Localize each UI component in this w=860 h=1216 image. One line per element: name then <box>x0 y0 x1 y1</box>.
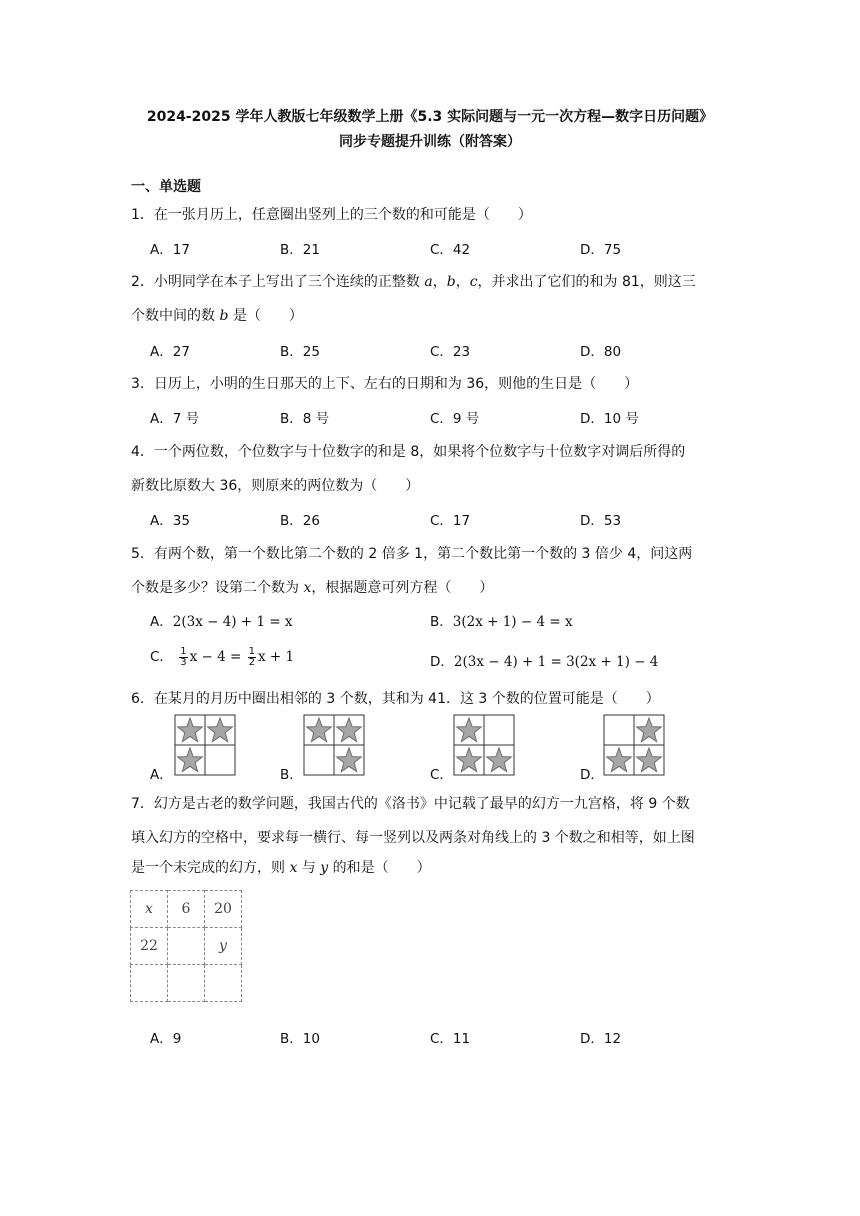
q6-option-b-star-grid <box>303 714 365 776</box>
q1-stem: 1．在一张月历上，任意圈出竖列上的三个数的和可能是（ ） <box>131 207 532 223</box>
q2-option-a: A．27 <box>150 344 190 360</box>
q5-option-b-label: B． <box>430 614 453 630</box>
star-grid-svg <box>174 714 236 776</box>
q4-option-d: D．53 <box>580 513 622 529</box>
magic-square-cell: y <box>205 928 242 965</box>
q2-line2-end: 是（ ） <box>228 308 303 324</box>
q2-sep1: ， <box>432 274 447 290</box>
q7-option-a: A．9 <box>150 1031 182 1047</box>
magic-square-cell: 6 <box>168 891 205 928</box>
q5-option-a-label: A． <box>150 614 173 630</box>
q2-text-end: ，并求出了它们的和为 81，则这三 <box>477 274 696 290</box>
q4-stem-line2: 新数比原数大 36，则原来的两位数为（ ） <box>131 478 420 494</box>
q5-option-c-fraction-1 <box>179 647 187 668</box>
magic-square-cell <box>168 928 205 965</box>
q5-option-c <box>150 645 294 668</box>
q7-option-d: D．12 <box>580 1031 622 1047</box>
q1-option-a: A．17 <box>150 242 190 258</box>
q5-option-d-label: D． <box>430 654 454 670</box>
q5-line2-var: x <box>303 580 312 596</box>
doc-title-line1: 2024-2025 学年人教版七年级数学上册《5.3 实际问题与一元一次方程—数字日历问题》 <box>146 109 714 125</box>
magic-square-cell <box>205 965 242 1002</box>
grid-cell <box>304 745 334 775</box>
q6-option-d-star-grid <box>603 714 665 776</box>
q1-option-d: D．75 <box>580 242 622 258</box>
q4-stem-line1: 4．一个两位数，个位数字与十位数字的和是 8，如果将个位数字与十位数字对调后所得的 <box>131 444 686 460</box>
q5-option-c-end: x + 1 <box>257 649 295 665</box>
star-grid-svg <box>453 714 515 776</box>
q6-option-a-label: A． <box>150 767 173 783</box>
q5-option-c-label: C． <box>150 649 173 665</box>
q6-option-a-star-grid <box>174 714 236 776</box>
q6-option-b-label: B． <box>280 767 303 783</box>
fraction-numerator: 1 <box>248 645 255 657</box>
q7-stem-line1: 7．幻方是古老的数学问题，我国古代的《洛书》中记载了最早的幻方一九宫格，将 9 个数 <box>131 796 690 812</box>
grid-cell <box>484 715 514 745</box>
q7-option-b: B．10 <box>280 1031 320 1047</box>
q2-text-start: 2．小明同学在本子上写出了三个连续的正整数 <box>131 274 425 290</box>
q1-option-c: C．42 <box>430 242 471 258</box>
q5-option-c-middle: x − 4 = <box>189 649 242 665</box>
magic-square-row <box>131 928 242 965</box>
q5-line2-end: ，根据题意可列方程（ ） <box>311 580 494 596</box>
q5-stem-line2 <box>131 577 493 597</box>
section-heading: 一、单选题 <box>131 179 201 195</box>
q5-option-a <box>150 610 293 630</box>
q2-var-b: b <box>446 274 456 290</box>
grid-cell <box>604 715 634 745</box>
magic-square-row <box>131 965 242 1002</box>
q2-sep2: ， <box>455 274 470 290</box>
q5-line2-start: 个数是多少？设第二个数为 <box>131 580 304 596</box>
q5-option-b-equation: 3(2x + 1) − 4 = x <box>452 614 573 630</box>
q5-stem-line1: 5．有两个数，第一个数比第二个数的 2 倍多 1，第二个数比第一个数的 3 倍少 4，问这两 <box>131 546 693 562</box>
q7-line3-end: 的和是（ ） <box>328 860 431 876</box>
q3-option-d: D．10 号 <box>580 411 639 427</box>
magic-square-row <box>131 891 242 928</box>
q2-line2-var: b <box>219 308 229 324</box>
magic-square-cell <box>168 965 205 1002</box>
q7-stem-line3 <box>131 857 431 877</box>
q2-option-b: B．25 <box>280 344 320 360</box>
q2-line2-start: 个数中间的数 <box>131 308 220 324</box>
q3-option-a: A．7 号 <box>150 411 200 427</box>
q7-var-y: y <box>320 860 329 876</box>
q7-line3-mid: 与 <box>297 860 321 876</box>
q5-option-d <box>430 650 658 670</box>
q6-option-c-label: C． <box>430 767 453 783</box>
q4-option-b: B．26 <box>280 513 320 529</box>
q6-option-d-label: D． <box>580 767 604 783</box>
q2-var-a: a <box>424 274 433 290</box>
q5-option-b <box>430 610 573 630</box>
q5-option-c-fraction-2 <box>248 647 256 668</box>
q4-option-c: C．17 <box>430 513 471 529</box>
q1-option-b: B．21 <box>280 242 320 258</box>
star-grid-svg <box>303 714 365 776</box>
q3-stem: 3．日历上，小明的生日那天的上下、左右的日期和为 36，则他的生日是（ ） <box>131 376 639 392</box>
magic-square-cell: x <box>131 891 168 928</box>
q7-line3-start: 是一个未完成的幻方，则 <box>131 860 290 876</box>
q3-option-b: B．8 号 <box>280 411 330 427</box>
fraction-numerator: 1 <box>180 645 187 657</box>
magic-square <box>130 890 242 1002</box>
q2-option-d: D．80 <box>580 344 622 360</box>
q6-stem: 6．在某月的月历中圈出相邻的 3 个数，其和为 41．这 3 个数的位置可能是（ ） <box>131 691 660 707</box>
q2-option-c: C．23 <box>430 344 471 360</box>
q7-option-c: C．11 <box>430 1031 471 1047</box>
q2-stem-line2 <box>131 305 303 325</box>
q7-var-x: x <box>289 860 298 876</box>
grid-cell <box>205 745 235 775</box>
q2-stem-line1 <box>131 271 696 291</box>
doc-title-line2: 同步专题提升训练（附答案） <box>339 134 521 150</box>
q7-stem-line2: 填入幻方的空格中，要求每一横行、每一竖列以及两条对角线上的 3 个数之和相等，如上图 <box>131 830 695 846</box>
magic-square-cell: 22 <box>131 928 168 965</box>
q4-option-a: A．35 <box>150 513 190 529</box>
magic-square-cell: 20 <box>205 891 242 928</box>
q3-option-c: C．9 号 <box>430 411 480 427</box>
star-grid-svg <box>603 714 665 776</box>
q6-option-c-star-grid <box>453 714 515 776</box>
q5-option-a-equation: 2(3x − 4) + 1 = x <box>172 614 293 630</box>
fraction-denominator: 2 <box>248 656 255 668</box>
q5-option-d-equation: 2(3x − 4) + 1 = 3(2x + 1) − 4 <box>453 654 659 670</box>
q2-var-c: c <box>469 274 478 290</box>
magic-square-cell <box>131 965 168 1002</box>
fraction-denominator: 3 <box>180 656 187 668</box>
